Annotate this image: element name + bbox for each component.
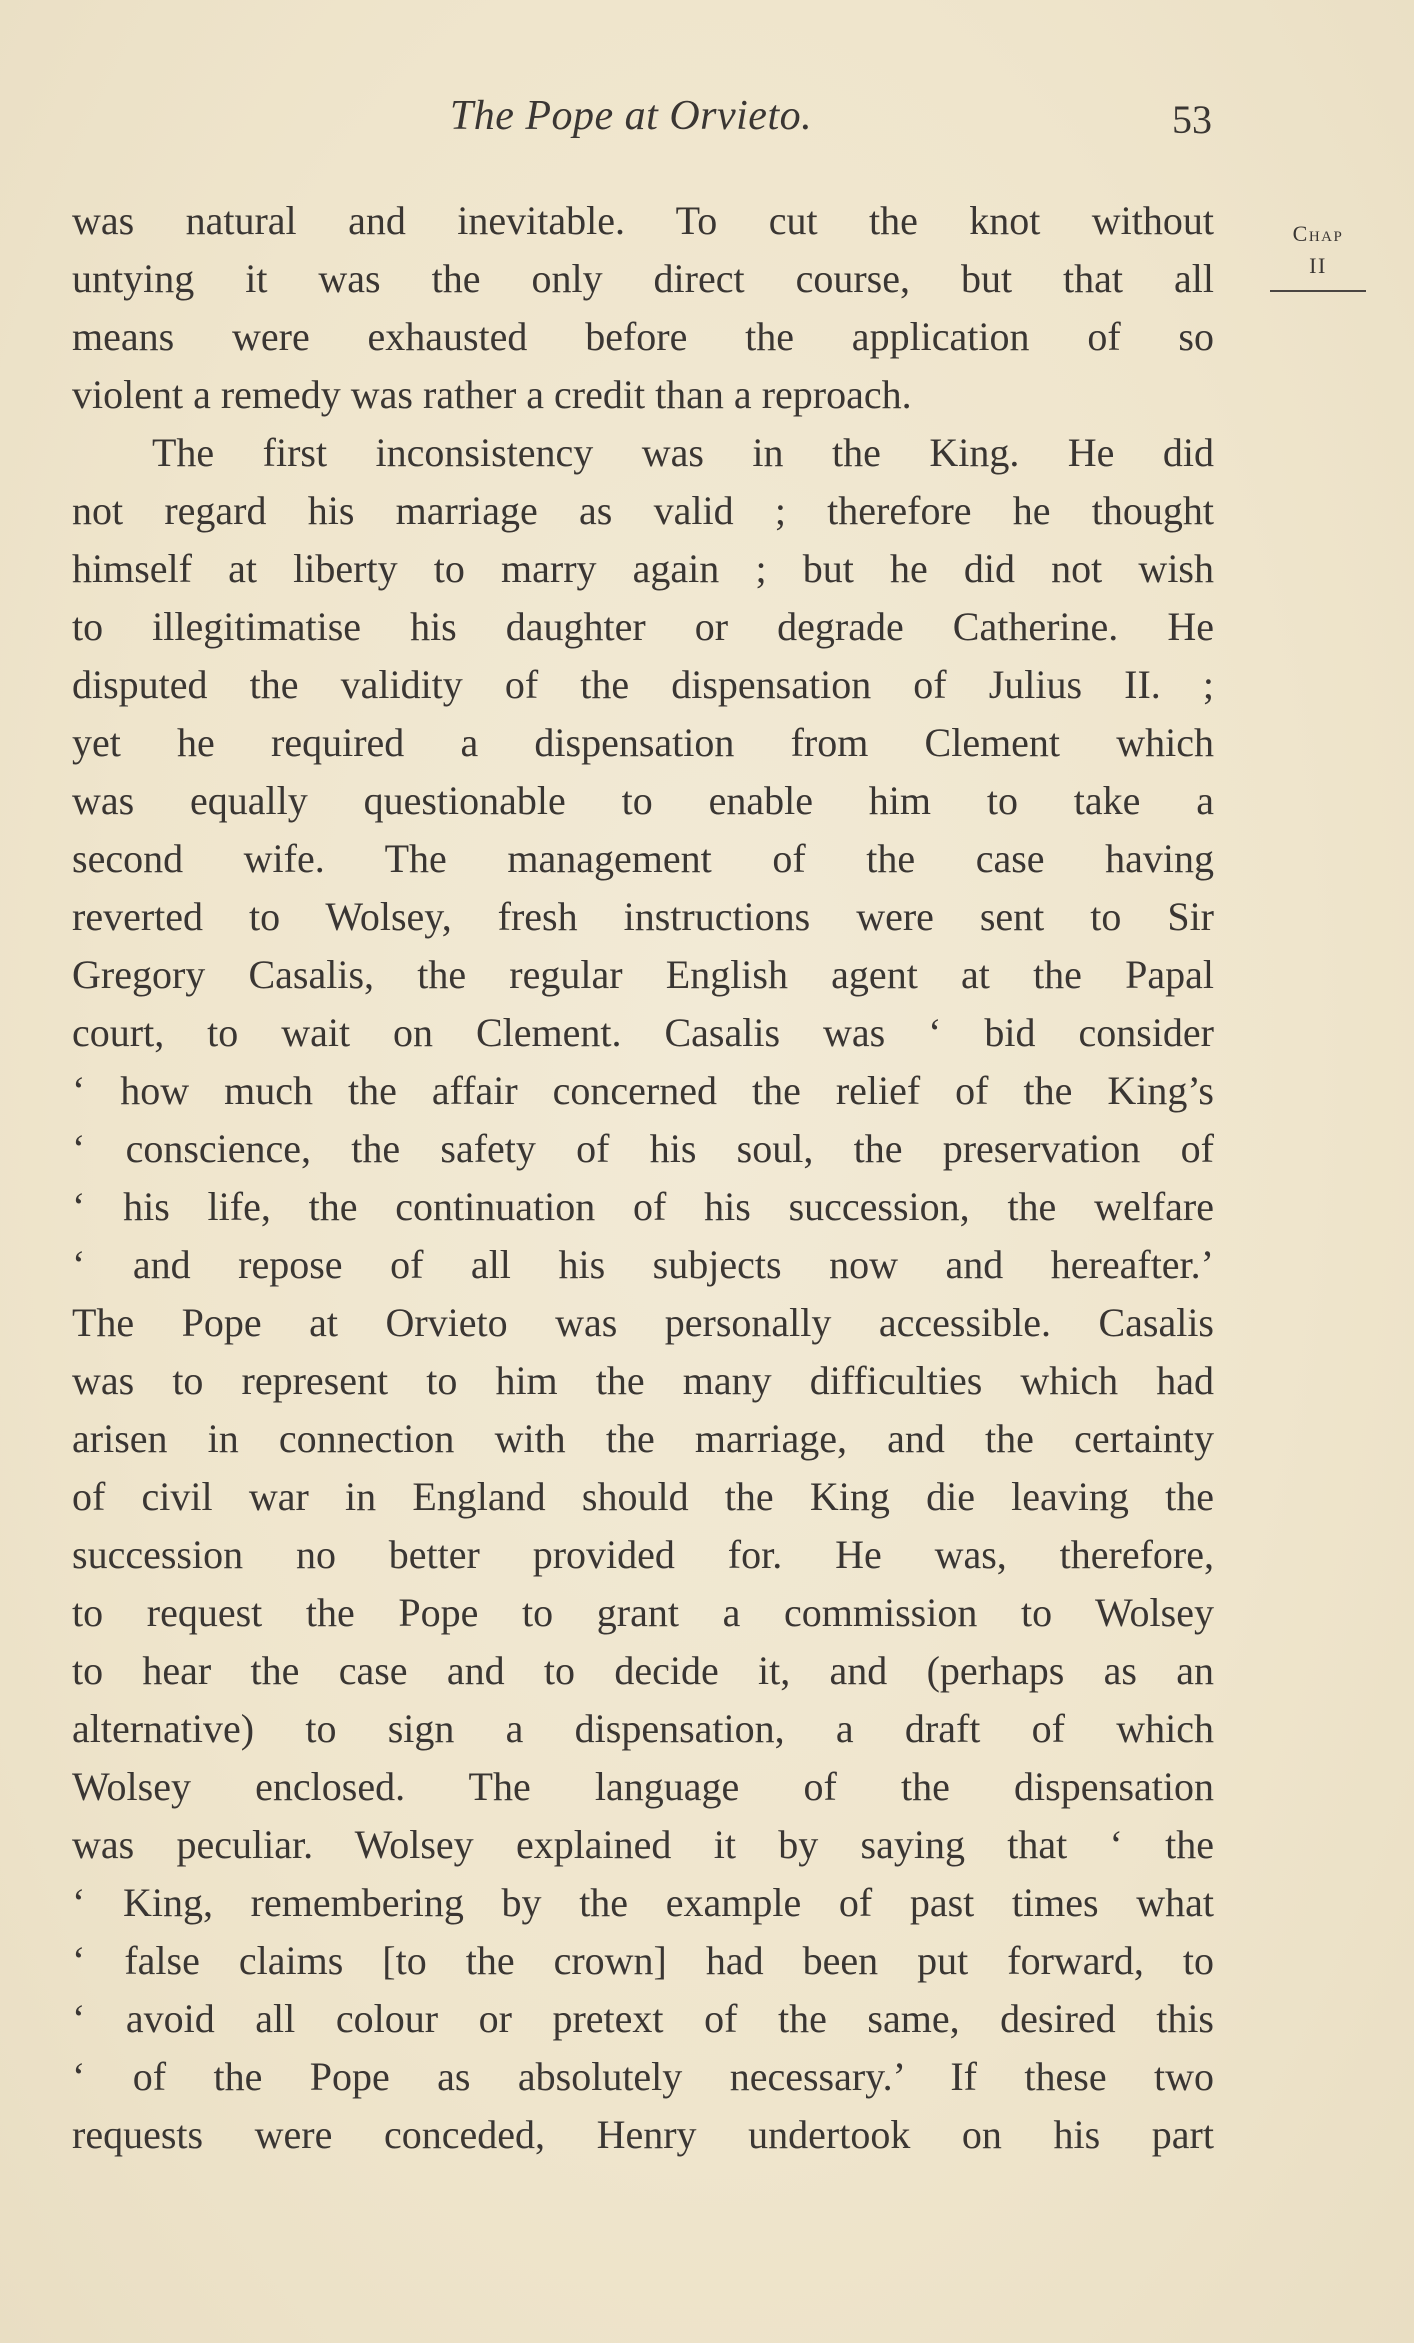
text-line: ‘ and repose of all his subjects now and hereafter.’ [72, 1242, 1214, 1287]
text-line: violent a remedy was rather a credit than a reproach. [72, 372, 912, 417]
text-line: was peculiar. Wolsey explained it by saying that ‘ the [72, 1822, 1214, 1867]
chapter-number: II [1309, 253, 1327, 278]
text-line: ‘ avoid all colour or pretext of the same, desired this [72, 1996, 1214, 2041]
text-line: court, to wait on Clement. Casalis was ‘ bid consider [72, 1010, 1214, 1055]
chapter-margin-note [1268, 218, 1368, 292]
text-line: yet he required a dispensation from Clement which [72, 720, 1214, 765]
text-line: ‘ of the Pope as absolutely necessary.’ If these two [72, 2054, 1214, 2099]
text-line: Gregory Casalis, the regular English agent at the Papal [72, 952, 1214, 997]
text-line: ‘ how much the affair concerned the relief of the King’s [72, 1068, 1214, 1113]
text-line: means were exhausted before the application of so [72, 314, 1214, 359]
text-line: not regard his marriage as valid ; therefore he thought [72, 488, 1214, 533]
text-line: reverted to Wolsey, fresh instructions were sent to Sir [72, 894, 1214, 939]
text-line: ‘ King, remembering by the example of past times what [72, 1880, 1214, 1925]
text-line: requests were conceded, Henry undertook on his part [72, 2112, 1214, 2157]
text-line: untying it was the only direct course, but that all [72, 256, 1214, 301]
text-line: The first inconsistency was in the King. He did [152, 430, 1214, 475]
chapter-rule [1270, 290, 1366, 292]
text-line: succession no better provided for. He was, therefore, [72, 1532, 1214, 1577]
text-line: second wife. The management of the case having [72, 836, 1214, 881]
text-line: to illegitimatise his daughter or degrade Catherine. He [72, 604, 1214, 649]
page-number: 53 [1172, 97, 1212, 142]
chapter-label: Chap [1292, 221, 1344, 246]
text-line: alternative) to sign a dispensation, a draft of which [72, 1706, 1214, 1751]
text-line: was to represent to him the many difficulties which had [72, 1358, 1214, 1403]
text-line: himself at liberty to marry again ; but he did not wish [72, 546, 1214, 591]
text-line: disputed the validity of the dispensation of Julius II. ; [72, 662, 1214, 707]
text-line: ‘ his life, the continuation of his succession, the welfare [72, 1184, 1214, 1229]
body-text [72, 192, 1214, 2164]
text-line: The Pope at Orvieto was personally accessible. Casalis [72, 1300, 1214, 1345]
text-line: ‘ conscience, the safety of his soul, the preservation of [72, 1126, 1214, 1171]
running-title-text: The Pope at Orvieto. [449, 93, 813, 139]
text-line: to request the Pope to grant a commission to Wolsey [72, 1590, 1214, 1635]
text-line: was equally questionable to enable him to take a [72, 778, 1214, 823]
text-line: of civil war in England should the King die leaving the [72, 1474, 1214, 1519]
text-line: ‘ false claims [to the crown] had been put forward, to [72, 1938, 1214, 1983]
text-line: to hear the case and to decide it, and (perhaps as an [72, 1648, 1214, 1693]
text-line: arisen in connection with the marriage, and the certainty [72, 1416, 1214, 1461]
text-line: Wolsey enclosed. The language of the dispensation [72, 1764, 1214, 1809]
text-line: was natural and inevitable. To cut the knot without [72, 198, 1214, 243]
